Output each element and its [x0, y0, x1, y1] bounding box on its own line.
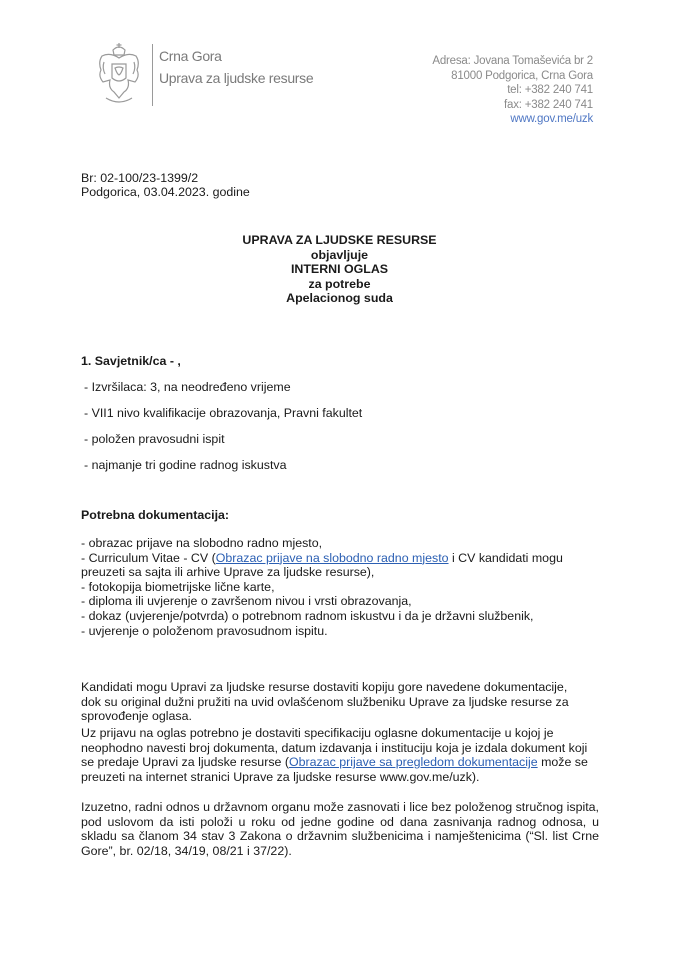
doc-item: - fotokopija biometrijske lične karte, — [81, 579, 275, 594]
doc-item: - obrazac prijave na slobodno radno mjesto, — [81, 536, 323, 550]
requirement-item: - VII1 nivo kvalifikacije obrazovanja, Pravni fakultet — [84, 406, 363, 420]
submission-paragraph — [81, 680, 611, 724]
doc-item: - dokaz (uvjerenje/potvrda) o potrebnom radnom iskustvu i da je državni službenik, — [81, 608, 534, 623]
doc-item: - diploma ili uvjerenje o završenom nivou i vrsti obrazovanja, — [81, 594, 412, 609]
contact-block — [432, 54, 593, 127]
doc-item-cv-text: - Curriculum Vitae - CV ( — [81, 550, 216, 565]
exception-paragraph: Izuzetno, radni odnos u državnom organu može zasnovati i lice bez položenog stručnog ispita, pod uslovom da isti položi u roku od jedne godine od dana zasnivanja radnog odnosa, u skladu sa članom 34 stav 3 Zakona o državnim službenicima i namještenicima (“Sl. list Crne Gore”, br. 02/18, 34/19, 08/21 i 37/22). — [81, 800, 599, 858]
title-line-4: za potrebe — [308, 276, 371, 291]
requirement-item: - Izvršilaca: 3, na neodređeno vrijeme — [84, 380, 291, 394]
paragraph-line-with-link — [81, 755, 611, 770]
paragraph-line: preuzeti na internet stranici Uprave za ljudske resurse www.gov.me/uzk). — [81, 769, 480, 784]
contact-address: Adresa: Jovana Tomaševića br 2 — [432, 55, 593, 67]
doc-item-cv-continued: preuzeti sa sajta ili arhive Uprave za ljudske resurse), — [81, 565, 375, 580]
reference-date: Podgorica, 03.04.2023. godine — [81, 185, 250, 199]
doc-item-cv-text-2: i CV kandidati mogu — [448, 550, 563, 565]
doc-item-cv — [81, 551, 581, 566]
requirement-item: - najmanje tri godine radnog iskustva — [84, 458, 287, 472]
title-line-5: Apelacionog suda — [286, 291, 393, 306]
organization-name: Uprava za ljudske resurse — [159, 70, 314, 86]
documentation-form-link[interactable]: Obrazac prijave sa pregledom dokumentacije — [288, 755, 538, 770]
country-name: Crna Gora — [159, 48, 222, 64]
paragraph-line: neophodno navesti broj dokumenta, datum izdavanja i instituciju koja je izdala dokument koji — [81, 740, 588, 755]
title-line-3: INTERNI OGLAS — [290, 262, 389, 277]
reference-number: Br: 02-100/23-1399/2 — [81, 171, 199, 185]
requirement-item: - položen pravosudni ispit — [84, 432, 225, 446]
documentation-list — [81, 536, 581, 638]
documentation-heading: Potrebna dokumentacija: — [81, 508, 230, 522]
paragraph-line: Kandidati mogu Upravi za ljudske resurse dostaviti kopiju gore navedene dokumentacije, — [81, 680, 568, 694]
title-line-1: UPRAVA ZA LJUDSKE RESURSE — [242, 233, 437, 247]
contact-website-link[interactable]: www.gov.me/uzk — [510, 113, 593, 125]
contact-tel: tel: +382 240 741 — [507, 84, 593, 96]
title-line-2: objavljuje — [310, 247, 369, 262]
doc-item: - uvjerenje o položenom pravosudnom ispitu. — [81, 623, 328, 638]
paragraph-line: dok su original dužni pružiti na uvid ovlašćenom službeniku Uprave za ljudske resurse za — [81, 694, 569, 709]
specification-paragraph — [81, 726, 611, 784]
announcement-title — [0, 233, 679, 306]
contact-city: 81000 Podgorica, Crna Gora — [451, 69, 593, 82]
coat-of-arms-icon — [94, 42, 144, 108]
paragraph-line: sprovođenje oglasa. — [81, 709, 192, 724]
application-form-link[interactable]: Obrazac prijave na slobodno radno mjesto — [215, 550, 449, 565]
contact-fax: fax: +382 240 741 — [504, 98, 593, 111]
position-title: 1. Savjetnik/ca - , — [81, 354, 181, 368]
paragraph-text: se predaje Upravi za ljudske resurse ( — [81, 755, 289, 770]
paragraph-line: Uz prijavu na oglas potrebno je dostaviti specifikaciju oglasne dokumentacije u kojoj je — [81, 726, 554, 740]
header-divider — [152, 44, 153, 106]
paragraph-text: može se — [537, 755, 588, 770]
